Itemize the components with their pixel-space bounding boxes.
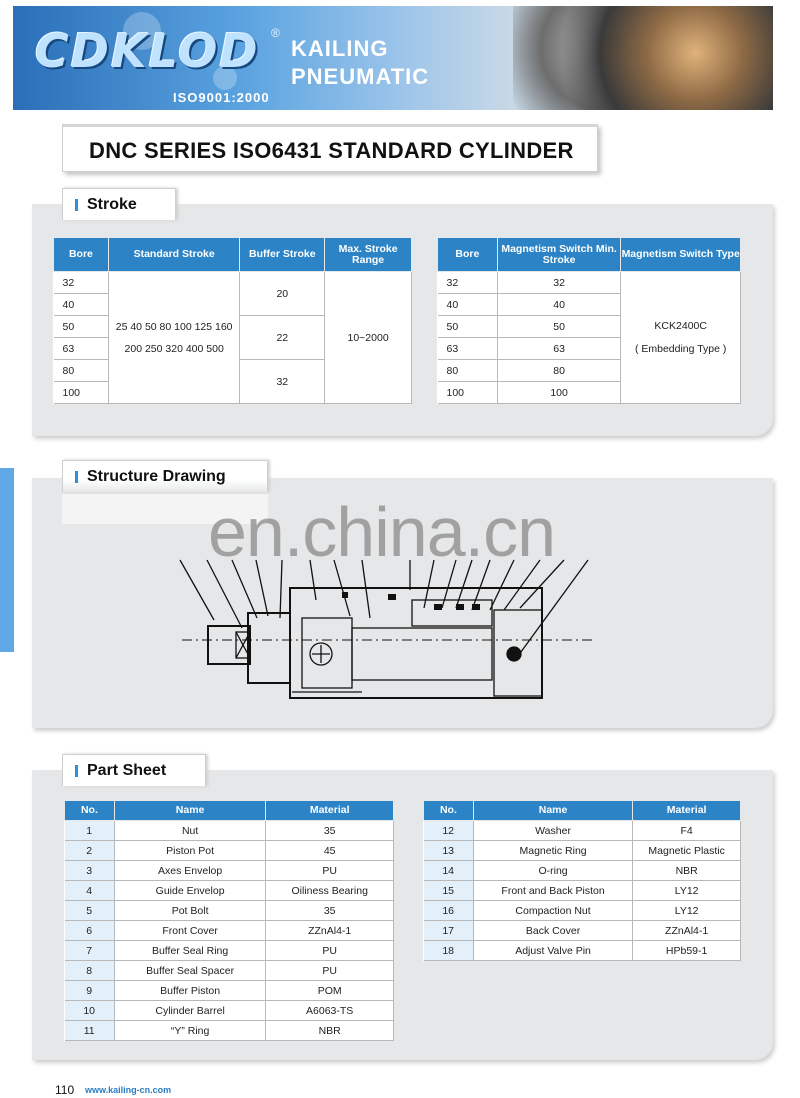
tab-marker [75, 765, 78, 777]
min-stroke-cell: 80 [497, 360, 621, 382]
watermark-text: en.china.cn [208, 493, 556, 571]
part-number-cell: 1 [65, 821, 115, 841]
buffer-stroke-cell: 22 [240, 316, 325, 360]
table-row [65, 1001, 394, 1021]
part-material-cell: LY12 [633, 881, 741, 901]
part-number-cell: 9 [65, 981, 115, 1001]
part-table-header [65, 801, 394, 821]
min-stroke-cell: 100 [497, 382, 621, 404]
brand-logo: CDKLOD [35, 24, 260, 78]
part-number-cell: 13 [424, 841, 474, 861]
bore-cell: 50 [54, 316, 109, 338]
bore-cell: 100 [54, 382, 109, 404]
part-number-cell: 7 [65, 941, 115, 961]
table-row [424, 821, 741, 841]
table-row [424, 861, 741, 881]
part-material-cell: F4 [633, 821, 741, 841]
col-header: No. [424, 801, 474, 821]
bore-cell: 63 [438, 338, 498, 360]
part-name-cell: Guide Envelop [114, 881, 266, 901]
part-name-cell: Washer [473, 821, 632, 841]
part-number-cell: 14 [424, 861, 474, 881]
part-name-cell: Nut [114, 821, 266, 841]
header-banner [13, 6, 773, 110]
standard-stroke-line: 25 40 50 80 100 125 160 [115, 320, 233, 333]
part-material-cell: ZZnAl4-1 [266, 921, 394, 941]
stroke-table-header [54, 238, 412, 272]
part-material-cell: Magnetic Plastic [633, 841, 741, 861]
part-name-cell: Cylinder Barrel [114, 1001, 266, 1021]
company-name-line1: KAILING [291, 36, 389, 61]
part-material-cell: 45 [266, 841, 394, 861]
part-number-cell: 17 [424, 921, 474, 941]
col-header: Magnetism Switch Min. Stroke [497, 238, 621, 272]
table-row [65, 841, 394, 861]
col-header: Name [114, 801, 266, 821]
col-header: No. [65, 801, 115, 821]
part-material-cell: ZZnAl4-1 [633, 921, 741, 941]
table-row [438, 272, 741, 294]
part-material-cell: PU [266, 961, 394, 981]
buffer-stroke-cell: 20 [240, 272, 325, 316]
min-stroke-cell: 50 [497, 316, 621, 338]
table-row [424, 901, 741, 921]
table-row [65, 961, 394, 981]
bore-cell: 50 [438, 316, 498, 338]
part-name-cell: Magnetic Ring [473, 841, 632, 861]
part-number-cell: 5 [65, 901, 115, 921]
table-row [65, 881, 394, 901]
col-header: Standard Stroke [108, 238, 240, 272]
bore-cell: 32 [54, 272, 109, 294]
part-material-cell: NBR [633, 861, 741, 881]
min-stroke-cell: 40 [497, 294, 621, 316]
table-row [65, 1021, 394, 1041]
col-header: Bore [438, 238, 498, 272]
part-name-cell: “Y” Ring [114, 1021, 266, 1041]
bore-cell: 40 [54, 294, 109, 316]
part-name-cell: Buffer Seal Ring [114, 941, 266, 961]
part-table-right [423, 800, 741, 961]
bore-cell: 80 [54, 360, 109, 382]
stroke-table [53, 237, 412, 404]
part-material-cell: PU [266, 861, 394, 881]
part-number-cell: 4 [65, 881, 115, 901]
col-header: Name [473, 801, 632, 821]
table-row [65, 921, 394, 941]
part-name-cell: Compaction Nut [473, 901, 632, 921]
product-photo [513, 6, 773, 110]
part-number-cell: 16 [424, 901, 474, 921]
part-number-cell: 15 [424, 881, 474, 901]
switch-type-note: ( Embedding Type ) [634, 342, 727, 355]
standard-stroke-cell [108, 272, 240, 404]
bore-cell: 32 [438, 272, 498, 294]
table-row [424, 941, 741, 961]
part-material-cell: 35 [266, 901, 394, 921]
part-table-left [64, 800, 394, 1041]
part-number-cell: 12 [424, 821, 474, 841]
table-row [65, 941, 394, 961]
part-material-cell: A6063-TS [266, 1001, 394, 1021]
col-header: Material [633, 801, 741, 821]
tab-marker [75, 199, 78, 211]
part-material-cell: Oiliness Bearing [266, 881, 394, 901]
registered-mark: ® [271, 26, 280, 40]
tab-stroke-label: Stroke [87, 196, 137, 213]
part-table-header [424, 801, 741, 821]
table-row [424, 841, 741, 861]
page-title-box [62, 124, 598, 172]
part-name-cell: Buffer Piston [114, 981, 266, 1001]
part-number-cell: 10 [65, 1001, 115, 1021]
magnetism-switch-table [437, 237, 741, 404]
part-number-cell: 18 [424, 941, 474, 961]
buffer-stroke-cell: 32 [240, 360, 325, 404]
col-header: Buffer Stroke [240, 238, 325, 272]
side-color-strip [0, 468, 14, 652]
table-row [424, 921, 741, 941]
part-material-cell: PU [266, 941, 394, 961]
part-name-cell: Piston Pot [114, 841, 266, 861]
standard-stroke-line: 200 250 320 400 500 [124, 342, 224, 355]
part-material-cell: POM [266, 981, 394, 1001]
part-name-cell: Pot Bolt [114, 901, 266, 921]
page-title: DNC SERIES ISO6431 STANDARD CYLINDER [89, 138, 574, 163]
switch-type-cell [621, 272, 741, 404]
switch-type-model: KCK2400C [654, 319, 707, 332]
page-number: 110 [55, 1083, 75, 1097]
bore-cell: 63 [54, 338, 109, 360]
table-row [65, 821, 394, 841]
tab-part-sheet [62, 754, 206, 786]
part-name-cell: Axes Envelop [114, 861, 266, 881]
tab-structure-label: Structure Drawing [87, 468, 226, 485]
part-name-cell: Back Cover [473, 921, 632, 941]
table-row [65, 981, 394, 1001]
max-stroke-cell: 10~2000 [325, 272, 412, 404]
bore-cell: 40 [438, 294, 498, 316]
part-number-cell: 8 [65, 961, 115, 981]
bore-cell: 100 [438, 382, 498, 404]
iso-certification: ISO9001:2000 [173, 90, 270, 105]
min-stroke-cell: 63 [497, 338, 621, 360]
col-header: Max. Stroke Range [325, 238, 412, 272]
col-header: Magnetism Switch Type [621, 238, 741, 272]
col-header: Bore [54, 238, 109, 272]
part-number-cell: 3 [65, 861, 115, 881]
tab-part-sheet-label: Part Sheet [87, 762, 167, 779]
tab-stroke [62, 188, 176, 220]
part-number-cell: 2 [65, 841, 115, 861]
table-row [65, 901, 394, 921]
col-header: Material [266, 801, 394, 821]
part-name-cell: O-ring [473, 861, 632, 881]
table-row [424, 881, 741, 901]
part-material-cell: 35 [266, 821, 394, 841]
part-number-cell: 6 [65, 921, 115, 941]
part-name-cell: Buffer Seal Spacer [114, 961, 266, 981]
part-name-cell: Front Cover [114, 921, 266, 941]
bore-cell: 80 [438, 360, 498, 382]
footer-website-link[interactable]: www.kailing-cn.com [85, 1085, 172, 1095]
magnetism-table-header [438, 238, 741, 272]
part-material-cell: LY12 [633, 901, 741, 921]
part-material-cell: HPb59-1 [633, 941, 741, 961]
part-number-cell: 11 [65, 1021, 115, 1041]
table-row [54, 272, 412, 294]
part-name-cell: Front and Back Piston [473, 881, 632, 901]
part-material-cell: NBR [266, 1021, 394, 1041]
min-stroke-cell: 32 [497, 272, 621, 294]
table-row [65, 861, 394, 881]
part-name-cell: Adjust Valve Pin [473, 941, 632, 961]
company-name-line2: PNEUMATIC [291, 64, 430, 89]
